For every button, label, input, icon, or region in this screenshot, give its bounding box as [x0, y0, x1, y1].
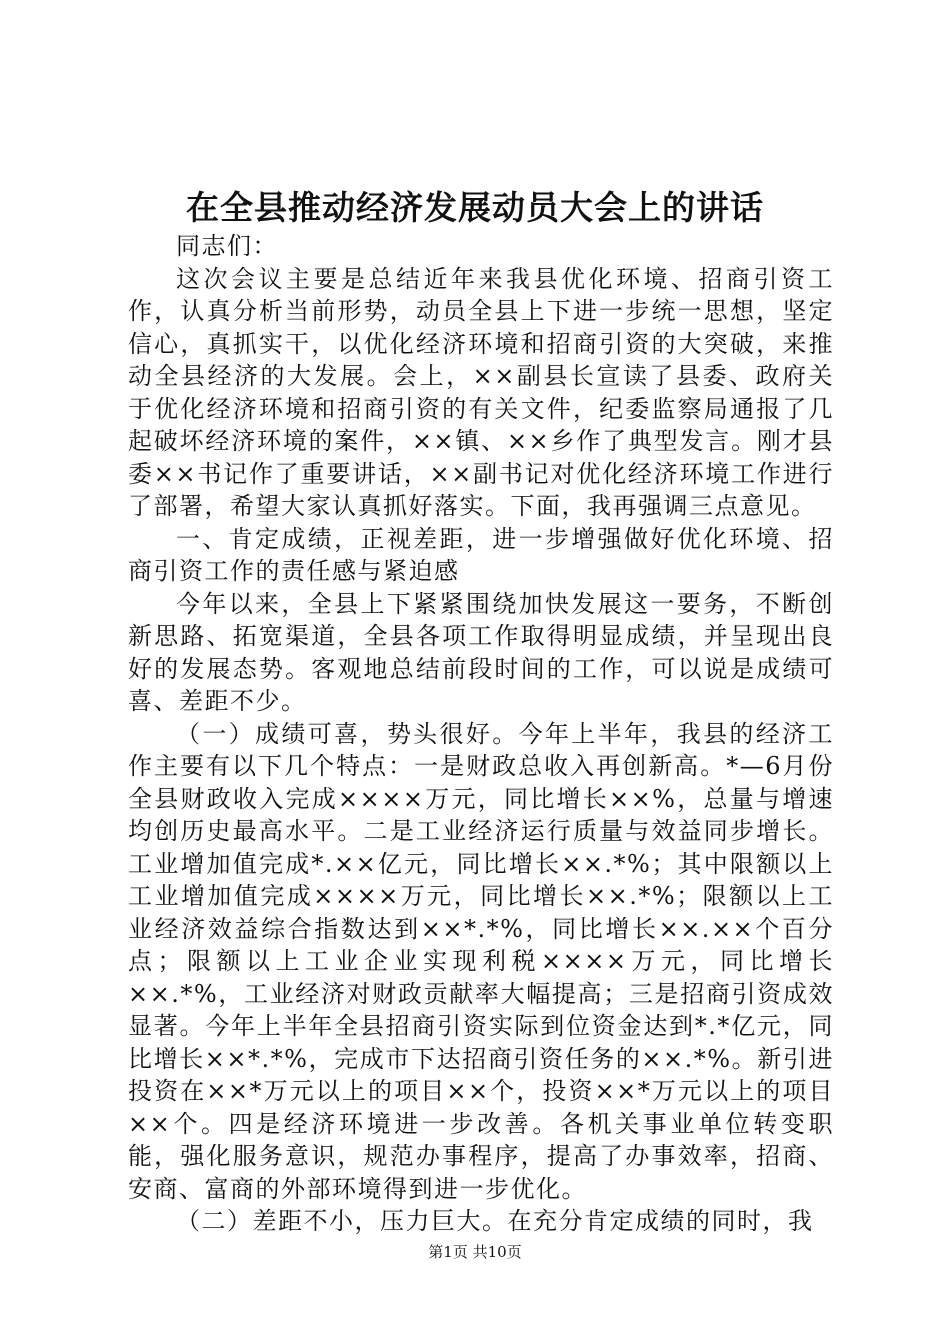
document-body	[128, 230, 834, 1238]
page-footer: 第1页 共10页	[428, 1243, 522, 1261]
section-heading-1: 一、肯定成绩，正视差距，进一步增强做好优化环境、招商引资工作的责任感与紧迫感	[128, 524, 834, 585]
intro-paragraph: 这次会议主要是总结近年来我县优化环境、招商引资工作，认真分析当前形势，动员全县上下进一步统一思想，坚定信心，真抓实干，以优化经济环境和招商引资的大突破，来推动全县经济的大发展。会上，××副县长宣读了县委、政府关于优化经济环境和招商引资的有关文件，纪委监察局通报了几起破坏经济环境的案件，××镇、××乡作了典型发言。刚才县委××书记作了重要讲话，××副书记对优化经济环境工作进行了部署，希望大家认真抓好落实。下面，我再强调三点意见。	[128, 264, 834, 520]
salutation-paragraph: 同志们：	[176, 232, 278, 260]
overview-paragraph: 今年以来，全县上下紧紧围绕加快发展这一要务，不断创新思路、拓宽渠道，全县各项工作取得明显成绩，并呈现出良好的发展态势。客观地总结前段时间的工作，可以说是成绩可喜、差距不少。	[128, 589, 834, 715]
achievements-paragraph: （一）成绩可喜，势头很好。今年上半年，我县的经济工作主要有以下几个特点：一是财政总收入再创新高。*—6月份全县财政收入完成××××万元，同比增长××%，总量与增速均创历史最高水平。二是工业经济运行质量与效益同步增长。工业增加值完成*.××亿元，同比增长××.*%；其中限额以上工业增加值完成××××万元，同比增长××.*%；限额以上工业经济效益综合指数达到××*.*%，同比增长××.××个百分点；限额以上工业企业实现利税××××万元，同比增长××.*%，工业经济对财政贡献率大幅提高；三是招商引资成效显著。今年上半年全县招商引资实际到位资金达到*.*亿元，同比增长××*.*%，完成市下达招商引资任务的××.*%。新引进投资在××*万元以上的项目××个，投资××*万元以上的项目××个。四是经济环境进一步改善。各机关事业单位转变职能，强化服务意识，规范办事程序，提高了办事效率，招商、安商、富商的外部环境得到进一步优化。	[128, 719, 834, 1203]
document-title: 在全县推动经济发展动员大会上的讲话	[186, 188, 764, 227]
gaps-paragraph: （二）差距不小，压力巨大。在充分肯定成绩的同时，我	[176, 1207, 814, 1235]
